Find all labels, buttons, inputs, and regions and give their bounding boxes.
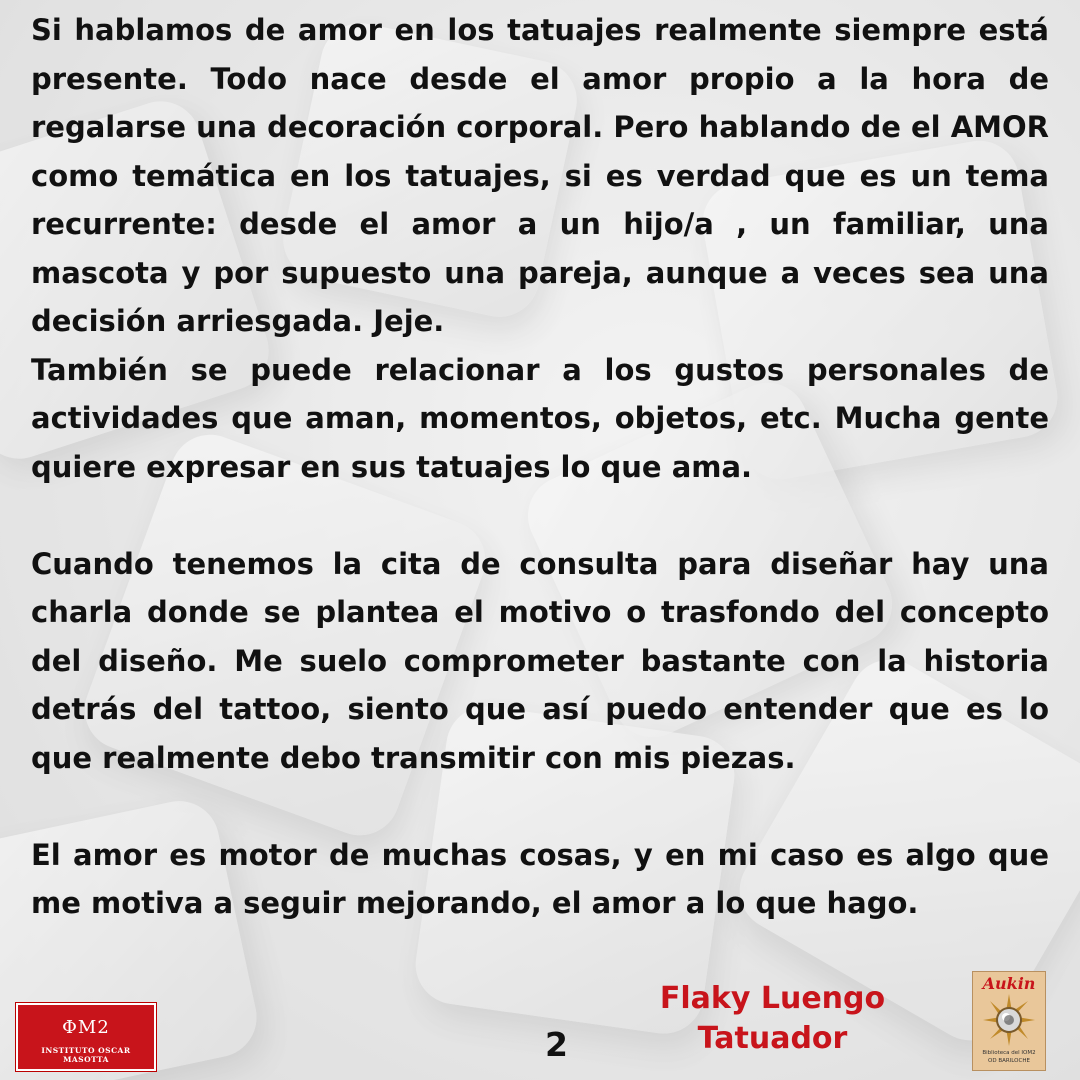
paragraph-2: También se puede relacionar a los gustos personales de actividades que aman, momentos, objetos, etc. Mucha gente quiere expresar en sus tatuajes lo que ama. — [31, 352, 1049, 484]
library-logo-caption-2: OD BARILOCHE — [988, 1058, 1030, 1064]
paragraph-1: Si hablamos de amor en los tatuajes realmente siempre está presente. Todo nace desde el amor propio a la hora de regalarse una decoración corporal. Pero hablando de el AMOR como temática en los tatuajes, si es verdad que es un tema recurrente: desde el amor a un hijo/a , un familiar, una mascota y por supuesto una pareja, aunque a veces sea una decisión arriesgada. Jeje. — [31, 13, 1049, 338]
library-logo — [972, 971, 1046, 1071]
library-logo-caption-1: Biblioteca del IOM2 — [982, 1050, 1036, 1056]
article-body — [31, 6, 1049, 928]
institute-logo — [16, 1003, 156, 1071]
paragraph-spacer — [31, 491, 1049, 540]
paragraph-4: El amor es motor de muchas cosas, y en mi caso es algo que me motiva a seguir mejorando, el amor a lo que hago. — [31, 837, 1049, 920]
paragraph-3: Cuando tenemos la cita de consulta para diseñar hay una charla donde se plantea el motivo o trasfondo del concepto del diseño. Me suelo comprometer bastante con la historia detrás del tattoo, siento que así puedo entender que es lo que realmente debo transmitir con mis piezas. — [31, 546, 1049, 775]
page-number: 2 — [545, 1025, 568, 1064]
author-signature — [640, 979, 905, 1059]
sun-emblem-icon — [983, 994, 1035, 1046]
author-name: Flaky Luengo — [659, 981, 886, 1016]
institute-logo-sub: INSTITUTO OSCAR MASOTTA — [41, 1046, 131, 1064]
author-role: Tatuador — [697, 1021, 848, 1056]
paragraph-spacer — [31, 782, 1049, 831]
library-logo-brand: Aukin — [982, 974, 1036, 993]
footer — [0, 965, 1080, 1080]
institute-logo-main: ΦM2 — [62, 1017, 110, 1038]
